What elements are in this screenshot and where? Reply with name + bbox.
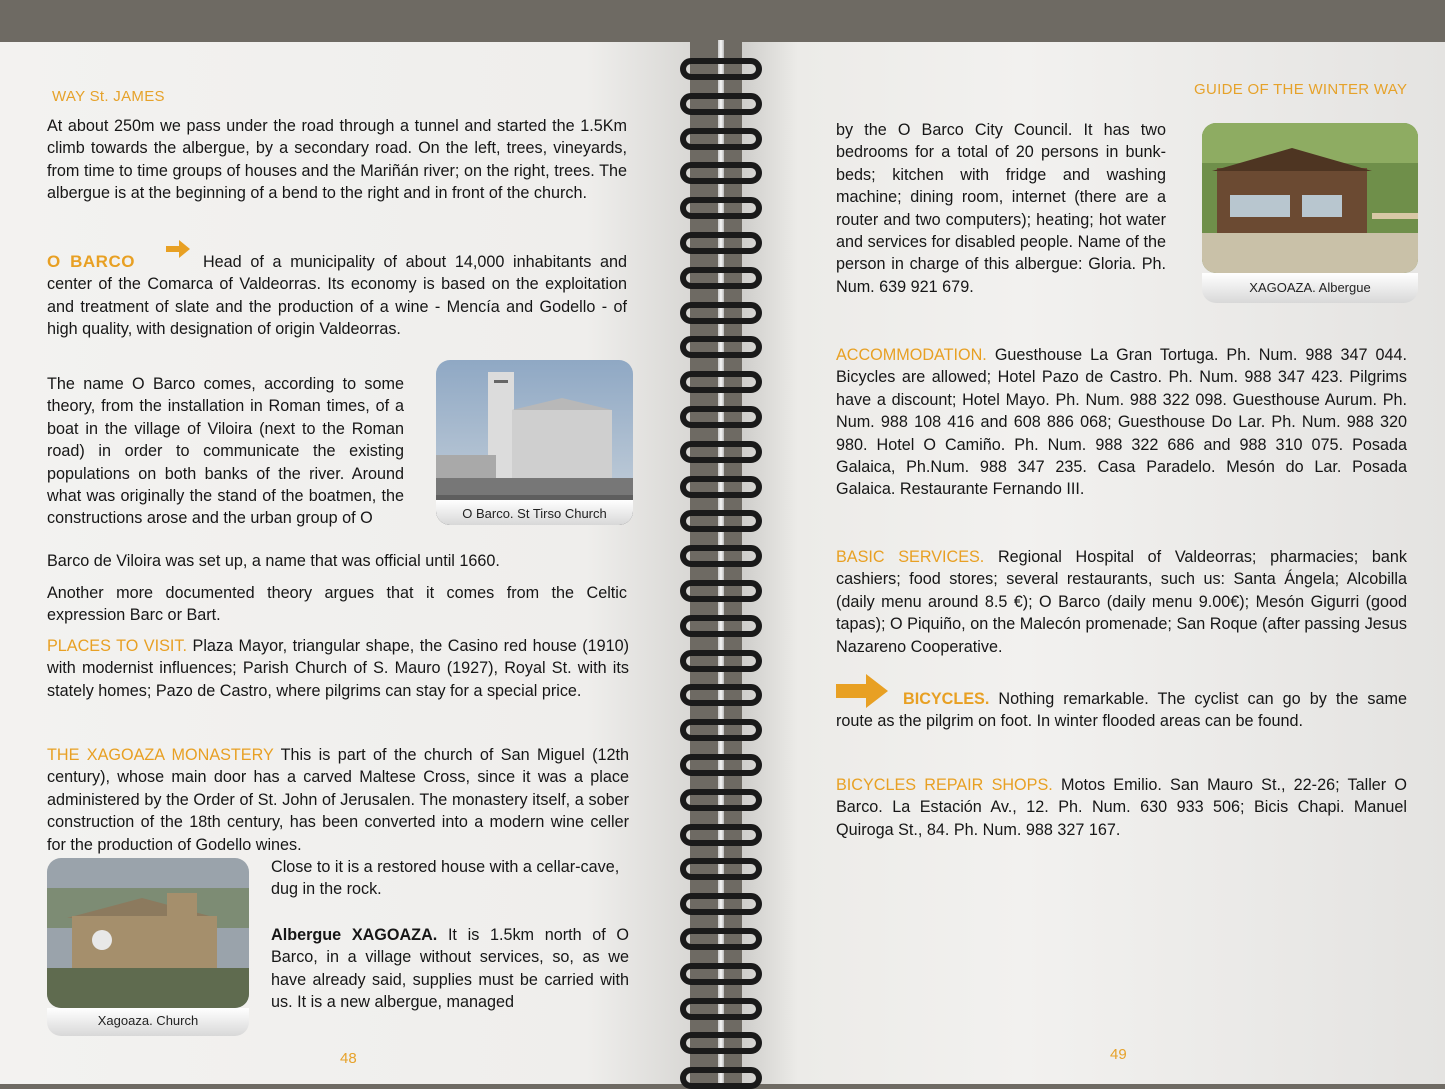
spiral-coil xyxy=(680,858,762,880)
spiral-coil xyxy=(680,1032,762,1054)
monastery-text: This is part of the church of San Miguel (12th century), whose main door has a carved Maltese Cross, since it was a place administered by the Order of St. John of Jerusalen. The monastery itself, a sober construction of the 18th century, has been converted into a modern wine celler for the production of Godello wines. xyxy=(47,746,629,854)
spiral-coil xyxy=(680,406,762,428)
spiral-coil xyxy=(680,963,762,985)
places-paragraph xyxy=(47,635,629,702)
spiral-coil xyxy=(680,545,762,567)
services-text: Regional Hospital of Valdeorras; pharmacies; bank cashiers; food stores; several restaurants, such us: Santa Ángela; Alcobilla (daily menu around 8.5 €); O Barco (daily menu 9.00€); Mesón Gigurri (good tapas); O Piquiño, on the Malecón promenade; San Roque (after passing Jesus Nazareno Cooperative. xyxy=(836,548,1408,656)
right-page-number: 49 xyxy=(1110,1046,1127,1063)
left-running-header: WAY St. JAMES xyxy=(52,88,165,105)
spiral-coil xyxy=(680,441,762,463)
xagoaza-church-photo xyxy=(47,858,249,1008)
intro-paragraph: At about 250m we pass under the road through a tunnel and started the 1.5Km climb towards the albergue, by a secondary road. On the left, trees, vineyards, from time to time groups of houses and the Mariñán river; on the right, trees. The albergue is at the beginning of a bend to the right and in front of the church. xyxy=(47,117,627,203)
xagoaza-albergue-photo xyxy=(1202,123,1418,273)
places-title: PLACES TO VISIT. xyxy=(47,637,187,655)
repair-text: Motos Emilio. San Mauro St., 22-26; Taller O Barco. La Estación Av., 12. Ph. Num. 630 933 506; Bicis Chapi. Manuel Quiroga St., 84. Ph. Num. 988 327 167. xyxy=(836,776,1407,839)
spiral-coil xyxy=(680,754,762,776)
spiral-coil xyxy=(680,824,762,846)
monastery-paragraph-cont: Close to it is a restored house with a cellar-cave, dug in the rock. xyxy=(271,858,620,899)
spiral-coil xyxy=(680,162,762,184)
spiral-coil xyxy=(680,476,762,498)
name-origin-paragraph: The name O Barco comes, according to some theory, from the installation in Roman times, of a boat in the village of Viloira (next to the Roman road) in order to communicate the existing populations on both banks of the river. Around what was originally the stand of the boatmen, the constructions arose and the urban group of O xyxy=(47,375,404,528)
obarco-title: O BARCO xyxy=(47,252,135,271)
spiral-coil xyxy=(680,302,762,324)
spiral-coil xyxy=(680,197,762,219)
celtic-paragraph: Another more documented theory argues that it comes from the Celtic expression Barc or Bart. xyxy=(47,584,627,625)
photo1-caption: O Barco. St Tirso Church xyxy=(462,506,607,521)
repair-paragraph xyxy=(836,774,1407,841)
spiral-coil xyxy=(680,615,762,637)
accommodation-title: ACCOMMODATION. xyxy=(836,346,987,364)
bicycles-text: Nothing remarkable. The cyclist can go by the same route as the pilgrim on foot. In winter flooded areas can be found. xyxy=(836,690,1407,731)
albergue-building-image xyxy=(1202,123,1418,273)
spiral-coil xyxy=(680,684,762,706)
albergue-paragraph xyxy=(271,924,629,1014)
photo3-caption: XAGOAZA. Albergue xyxy=(1249,280,1371,295)
spiral-coil xyxy=(680,650,762,672)
obarco-text: Head of a municipality of about 14,000 inhabitants and center of the Comarca of Valdeorras. Its economy is based on the exploitation and treatment of slate and the production of a wine - Mencía and Godello - of high quality, with designation of origin Valdeorras. xyxy=(47,253,627,339)
bicycles-title: BICYCLES. xyxy=(903,690,990,708)
spiral-coil xyxy=(680,336,762,358)
spiral-binding xyxy=(672,40,768,1084)
name-origin-paragraph-end: Barco de Viloira was set up, a name that was official until 1660. xyxy=(47,552,500,570)
spiral-coil xyxy=(680,580,762,602)
spiral-coil xyxy=(680,998,762,1020)
bicycles-paragraph xyxy=(836,688,1407,733)
spiral-coil xyxy=(680,232,762,254)
accommodation-paragraph xyxy=(836,344,1407,501)
obarco-paragraph xyxy=(47,251,627,341)
spiral-coil xyxy=(680,893,762,915)
spiral-coil xyxy=(680,267,762,289)
spiral-coil xyxy=(680,510,762,532)
albergue-title: Albergue XAGOAZA. xyxy=(271,926,438,944)
accommodation-text: Guesthouse La Gran Tortuga. Ph. Num. 988 347 044. Bicycles are allowed; Hotel Pazo de Castro. Ph. Num. 988 347 423. Pilgrims have a discount; Hotel Mayo. Ph. Num. 988 322 098. Guesthouse Aurum. Ph. Num. 988 108 416 and 608 886 068; Guesthouse Do Lar. Ph. Num. 988 320 980. Hotel O Camiño. Ph. Num. 988 322 686 and 988 310 075. Posada Galaica, Ph.Num. 988 347 235. Casa Paradelo. Mesón do Lar. Posada Galaica. Restaurante Fernando III. xyxy=(836,346,1407,499)
repair-title: BICYCLES REPAIR SHOPS. xyxy=(836,776,1053,794)
left-page-number: 48 xyxy=(340,1050,357,1067)
photo2-caption: Xagoaza. Church xyxy=(97,1013,199,1028)
spiral-coil xyxy=(680,371,762,393)
stone-church-image xyxy=(47,858,249,1008)
albergue-continued-paragraph: by the O Barco City Council. It has two bedrooms for a total of 20 persons in bunk-beds; kitchen with fridge and washing machine; dining room, internet (there are a router and two computers); heating; hot water and services for disabled people. Name of the person in charge of this albergue: Gloria. Ph. Num. 639 921 679. xyxy=(836,121,1166,296)
monastery-title: THE XAGOAZA MONASTERY xyxy=(47,746,274,764)
right-running-header: GUIDE OF THE WINTER WAY xyxy=(1194,81,1408,98)
monastery-paragraph xyxy=(47,744,629,856)
places-text: Plaza Mayor, triangular shape, the Casino red house (1910) with modernist influences; Parish Church of S. Mauro (1927), Royal St. with its stately homes; Pazo de Castro, where pilgrims can stay for a special price. xyxy=(47,637,630,700)
spiral-coil xyxy=(680,1067,762,1089)
services-title: BASIC SERVICES. xyxy=(836,548,985,566)
spiral-coil xyxy=(680,128,762,150)
spiral-coil xyxy=(680,93,762,115)
spiral-coil xyxy=(680,58,762,80)
services-paragraph xyxy=(836,546,1407,658)
spiral-coil xyxy=(680,928,762,950)
spiral-coil xyxy=(680,719,762,741)
spiral-coil xyxy=(680,789,762,811)
albergue-text: It is 1.5km north of O Barco, in a village without services, so, as we have already said, supplies must be carried with us. It is a new albergue, managed xyxy=(271,926,630,1012)
